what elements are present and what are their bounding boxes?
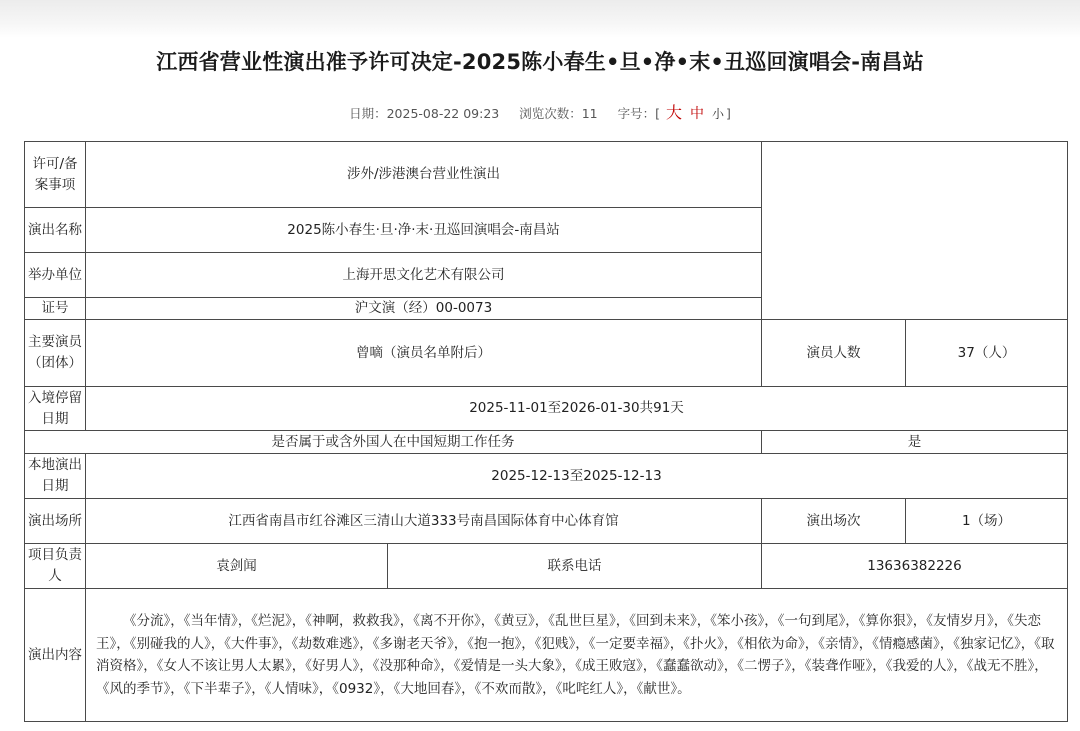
main-performer-label: 主要演员（团体） [25, 320, 86, 387]
view-count: 11 [581, 106, 598, 121]
venue-value: 江西省南昌市红谷滩区三清山大道333号南昌国际体育中心体育馆 [86, 499, 762, 544]
license-type-label: 许可/备案事项 [25, 142, 86, 208]
font-size-large-button[interactable]: 大 [666, 103, 683, 122]
license-table [24, 141, 1068, 722]
publish-date: 2025-08-22 09:23 [386, 106, 500, 121]
content-value: 《分流》，《当年情》，《烂泥》，《神啊，救救我》，《离不开你》，《黄豆》，《乱世巨星》，《回到未来》，《笨小孩》，《一句到尾》，《算你狠》，《友情岁月》，《失恋王》，《别碰我的人》，《大件事》，《劫数难逃》，《多谢老天爷》，《抱一抱》，《犯贱》，《一定要幸福》，《扑火》，《相依为命》，《亲情》，《情瘾感菌》，《独家记忆》，《取消资格》，《女人不该让男人太累》，《好男人》，《没那种命》，《爱情是一头大象》，《成王败寇》，《蠢蠢欲动》，《二愣子》，《装聋作哑》，《我爱的人》，《战无不胜》，《风的季节》，《下半辈子》，《人情味》，《0932》，《大地回春》，《不欢而散》，《叱咤红人》，《献世》。 [86, 589, 1068, 722]
font-size-small-button[interactable]: 小 [711, 107, 724, 121]
phone-label: 联系电话 [388, 544, 762, 589]
top-banner [0, 0, 1080, 38]
sessions-label: 演出场次 [762, 499, 906, 544]
license-no-value: 沪文演（经）00-0073 [86, 298, 762, 320]
show-name-value: 2025陈小春生·旦·净·末·丑巡回演唱会-南昌站 [86, 208, 762, 253]
manager-label: 项目负责人 [25, 544, 86, 589]
show-name-label: 演出名称 [25, 208, 86, 253]
license-type-value: 涉外/涉港澳台营业性演出 [86, 142, 762, 208]
local-dates-value: 2025-12-13至2025-12-13 [86, 454, 1068, 499]
license-no-label: 证号 [25, 298, 86, 320]
blank-cell [762, 142, 1068, 320]
article-meta [0, 100, 1080, 123]
performer-count-label: 演员人数 [762, 320, 906, 387]
short-term-label: 是否属于或含外国人在中国短期工作任务 [25, 431, 762, 454]
bracket-open: [ [655, 106, 661, 121]
short-term-value: 是 [762, 431, 1068, 454]
manager-value: 袁剑闻 [86, 544, 388, 589]
organizer-value: 上海开思文化艺术有限公司 [86, 253, 762, 298]
main-performer-value: 曾嘀（演员名单附后） [86, 320, 762, 387]
font-size-label: 字号： [617, 106, 656, 121]
venue-label: 演出场所 [25, 499, 86, 544]
stay-dates-label: 入境停留日期 [25, 387, 86, 431]
content-label: 演出内容 [25, 589, 86, 722]
views-label: 浏览次数： [519, 106, 582, 121]
font-size-medium-button[interactable]: 中 [690, 106, 704, 122]
page-title: 江西省营业性演出准予许可决定-2025陈小春生•旦•净•末•丑巡回演唱会-南昌站 [156, 50, 924, 74]
organizer-label: 举办单位 [25, 253, 86, 298]
sessions-value: 1（场） [906, 499, 1068, 544]
date-label: 日期： [349, 106, 387, 121]
bracket-close: ] [726, 106, 731, 121]
local-dates-label: 本地演出日期 [25, 454, 86, 499]
stay-dates-value: 2025-11-01至2026-01-30共91天 [86, 387, 1068, 431]
performer-count-value: 37（人） [906, 320, 1068, 387]
phone-value: 13636382226 [762, 544, 1068, 589]
